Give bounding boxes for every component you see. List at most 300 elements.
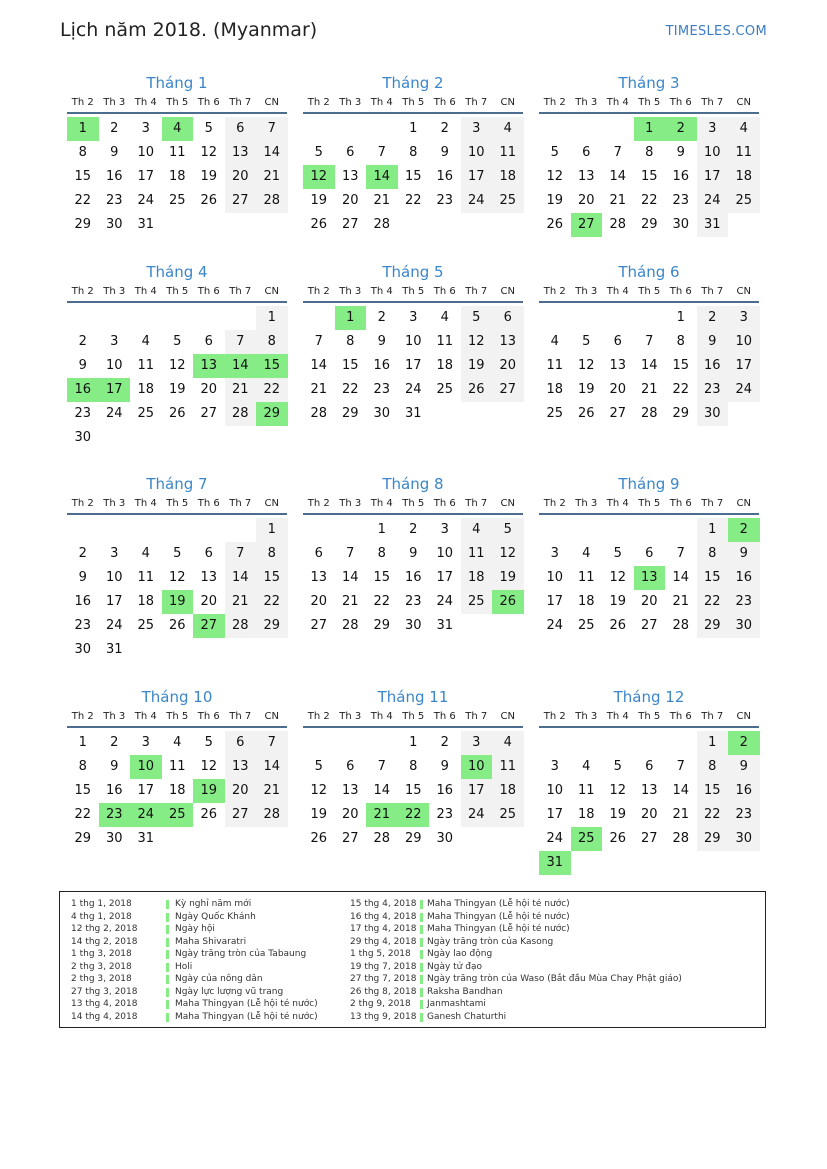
day-cell: 6 (204, 546, 213, 561)
day-cell: 13 (341, 783, 359, 798)
month-block (539, 686, 759, 875)
empty-day-cell (539, 731, 571, 755)
day-cell: 24 (105, 618, 123, 633)
day-cell: 26 (577, 406, 595, 421)
legend-holiday-name: Kỳ nghỉ năm mới (175, 899, 252, 909)
day-cell: 5 (613, 546, 622, 561)
day-cell: 8 (409, 759, 418, 774)
weekday-label: Th 7 (465, 711, 488, 722)
day-cell: 15 (404, 169, 422, 184)
day-cell: 8 (697, 755, 729, 779)
day-cell: 15 (256, 566, 288, 590)
day-cell: 26 (461, 378, 493, 402)
day-cell: 11 (436, 334, 454, 349)
day-cell: 31 (436, 618, 454, 633)
day-cell: 8 (256, 542, 288, 566)
day-grid (303, 306, 523, 426)
day-cell: 3 (728, 306, 760, 330)
weekday-header (539, 708, 759, 728)
weekday-label: Th 3 (575, 286, 598, 297)
day-cell: 22 (74, 807, 92, 822)
weekday-header (303, 94, 523, 114)
weekday-label: Th 6 (669, 286, 692, 297)
day-cell: 11 (577, 570, 595, 585)
day-grid (67, 731, 287, 851)
day-cell: 18 (436, 358, 454, 373)
day-cell: 22 (672, 382, 690, 397)
day-cell: 23 (74, 618, 92, 633)
day-cell: 27 (640, 831, 658, 846)
weekday-label: Th 2 (307, 498, 330, 509)
day-cell: 6 (492, 306, 524, 330)
day-cell: 30 (404, 618, 422, 633)
empty-day-cell (634, 731, 666, 755)
day-cell: 19 (310, 193, 328, 208)
weekday-label: Th 4 (134, 711, 157, 722)
day-cell: 19 (546, 193, 564, 208)
weekday-label: CN (736, 286, 751, 297)
month-title: Tháng 10 (141, 688, 213, 706)
day-cell: 1 (256, 306, 288, 330)
holiday-color-marker (420, 988, 423, 997)
day-cell: 29 (341, 406, 359, 421)
day-cell: 21 (310, 382, 328, 397)
weekday-label: Th 7 (465, 498, 488, 509)
day-cell: 17 (461, 779, 493, 803)
day-cell: 4 (141, 546, 150, 561)
day-cell: 27 (492, 378, 524, 402)
weekday-label: Th 2 (307, 97, 330, 108)
day-cell: 20 (577, 193, 595, 208)
empty-day-cell (67, 518, 99, 542)
day-cell: 29 (373, 618, 391, 633)
day-cell: 1 (409, 121, 418, 136)
empty-day-cell (130, 518, 162, 542)
day-cell: 18 (168, 783, 186, 798)
weekday-label: Th 2 (307, 711, 330, 722)
day-cell: 14 (672, 783, 690, 798)
day-cell: 3 (550, 759, 559, 774)
day-cell: 19 (577, 382, 595, 397)
day-cell: 15 (697, 566, 729, 590)
day-cell: 25 (461, 590, 493, 614)
empty-day-cell (366, 731, 398, 755)
day-cell: 17 (546, 594, 564, 609)
legend-date: 1 thg 1, 2018 (71, 899, 132, 909)
holiday-day-cell: 12 (303, 165, 335, 189)
day-cell: 27 (200, 406, 218, 421)
day-cell: 22 (256, 590, 288, 614)
holiday-day-cell: 17 (99, 378, 131, 402)
day-cell: 18 (461, 566, 493, 590)
day-cell: 18 (137, 594, 155, 609)
day-cell: 12 (168, 570, 186, 585)
day-cell: 22 (373, 594, 391, 609)
holiday-day-cell: 14 (366, 165, 398, 189)
day-cell: 2 (697, 306, 729, 330)
day-cell: 11 (168, 145, 186, 160)
month-title: Tháng 1 (146, 74, 208, 92)
weekday-label: Th 7 (229, 286, 252, 297)
day-cell: 28 (640, 406, 658, 421)
holiday-day-cell: 27 (193, 614, 225, 638)
day-cell: 10 (697, 141, 729, 165)
legend-date: 1 thg 5, 2018 (350, 949, 411, 959)
holiday-color-marker (166, 950, 169, 959)
weekday-label: Th 3 (575, 97, 598, 108)
legend-date: 14 thg 4, 2018 (71, 1011, 138, 1022)
legend-holiday-name: Maha Thingyan (Lễ hội té nước) (427, 899, 570, 909)
day-cell: 9 (676, 145, 685, 160)
day-cell: 13 (225, 141, 257, 165)
day-cell: 15 (373, 570, 391, 585)
day-cell: 9 (377, 334, 386, 349)
day-cell: 5 (173, 334, 182, 349)
day-cell: 16 (436, 783, 454, 798)
weekday-label: Th 4 (134, 498, 157, 509)
holiday-color-marker (420, 900, 423, 909)
day-grid (303, 518, 523, 638)
day-cell: 9 (728, 755, 760, 779)
day-cell: 21 (256, 165, 288, 189)
day-cell: 25 (492, 189, 524, 213)
day-cell: 13 (577, 169, 595, 184)
day-cell: 20 (640, 807, 658, 822)
day-cell: 10 (546, 570, 564, 585)
day-cell: 24 (137, 193, 155, 208)
month-title: Tháng 6 (618, 263, 680, 281)
day-cell: 12 (200, 759, 218, 774)
day-cell: 27 (225, 803, 257, 827)
day-cell: 15 (697, 779, 729, 803)
weekday-label: Th 4 (134, 286, 157, 297)
day-cell: 30 (672, 217, 690, 232)
empty-day-cell (634, 306, 666, 330)
day-grid (67, 117, 287, 237)
day-cell: 11 (168, 759, 186, 774)
holiday-day-cell: 29 (256, 402, 288, 426)
day-cell: 24 (546, 831, 564, 846)
day-cell: 5 (461, 306, 493, 330)
day-cell: 17 (404, 358, 422, 373)
holiday-color-marker (166, 1013, 169, 1022)
holiday-day-cell: 19 (162, 590, 194, 614)
legend-holiday-name: Ngày của nông dân (175, 974, 263, 984)
weekday-label: Th 5 (638, 498, 661, 509)
holiday-color-marker (420, 975, 423, 984)
day-cell: 9 (78, 358, 87, 373)
day-cell: 18 (546, 382, 564, 397)
holiday-day-cell: 27 (571, 213, 603, 237)
weekday-label: Th 3 (575, 711, 598, 722)
day-cell: 26 (200, 807, 218, 822)
brand-logo-text[interactable]: TIMESLES.COM (665, 24, 767, 39)
day-cell: 6 (346, 145, 355, 160)
day-cell: 4 (173, 735, 182, 750)
day-cell: 20 (341, 807, 359, 822)
empty-day-cell (602, 306, 634, 330)
weekday-label: Th 3 (103, 498, 126, 509)
holiday-day-cell: 1 (634, 117, 666, 141)
weekday-label: Th 6 (197, 711, 220, 722)
day-cell: 16 (373, 358, 391, 373)
day-cell: 9 (78, 570, 87, 585)
holiday-day-cell: 4 (162, 117, 194, 141)
month-block (303, 72, 523, 237)
day-cell: 25 (137, 406, 155, 421)
day-cell: 6 (582, 145, 591, 160)
weekday-label: Th 7 (701, 97, 724, 108)
weekday-label: Th 7 (701, 498, 724, 509)
day-cell: 26 (310, 831, 328, 846)
day-cell: 28 (310, 406, 328, 421)
day-cell: 7 (256, 731, 288, 755)
weekday-label: Th 3 (575, 498, 598, 509)
weekday-label: Th 7 (465, 97, 488, 108)
legend-date: 2 thg 3, 2018 (71, 974, 132, 984)
day-cell: 27 (341, 831, 359, 846)
day-cell: 29 (697, 827, 729, 851)
day-cell: 5 (204, 121, 213, 136)
day-cell: 30 (74, 430, 92, 445)
weekday-label: Th 5 (166, 498, 189, 509)
day-cell: 18 (492, 165, 524, 189)
day-cell: 12 (609, 570, 627, 585)
day-cell: 5 (314, 759, 323, 774)
legend-holiday-name: Maha Thingyan (Lễ hội té nước) (175, 999, 318, 1009)
day-cell: 20 (200, 594, 218, 609)
day-cell: 2 (377, 310, 386, 325)
day-cell: 31 (404, 406, 422, 421)
day-cell: 6 (645, 759, 654, 774)
weekday-label: Th 7 (229, 97, 252, 108)
weekday-header (539, 94, 759, 114)
day-cell: 19 (461, 354, 493, 378)
weekday-label: Th 2 (71, 711, 94, 722)
day-cell: 22 (341, 382, 359, 397)
day-cell: 24 (546, 618, 564, 633)
day-cell: 15 (341, 358, 359, 373)
day-cell: 3 (697, 117, 729, 141)
day-cell: 4 (582, 546, 591, 561)
day-cell: 8 (645, 145, 654, 160)
holiday-day-cell: 2 (728, 518, 760, 542)
month-block (539, 473, 759, 638)
day-cell: 23 (728, 590, 760, 614)
legend-date: 14 thg 2, 2018 (71, 936, 138, 947)
weekday-label: Th 5 (638, 286, 661, 297)
holiday-day-cell: 14 (225, 354, 257, 378)
month-block (539, 261, 759, 426)
day-cell: 1 (377, 522, 386, 537)
day-cell: 28 (256, 803, 288, 827)
empty-day-cell (602, 117, 634, 141)
day-cell: 17 (697, 165, 729, 189)
month-title: Tháng 3 (618, 74, 680, 92)
holiday-color-marker (166, 900, 169, 909)
day-cell: 9 (409, 546, 418, 561)
day-cell: 23 (436, 193, 454, 208)
weekday-label: Th 5 (402, 498, 425, 509)
empty-day-cell (539, 518, 571, 542)
day-cell: 13 (200, 570, 218, 585)
day-cell: 14 (672, 570, 690, 585)
day-cell: 24 (461, 189, 493, 213)
weekday-header (539, 283, 759, 303)
empty-day-cell (335, 731, 367, 755)
empty-day-cell (303, 117, 335, 141)
day-cell: 11 (546, 358, 564, 373)
day-cell: 10 (728, 330, 760, 354)
empty-day-cell (665, 518, 697, 542)
holiday-legend (59, 891, 766, 1028)
weekday-label: Th 2 (543, 498, 566, 509)
day-cell: 30 (728, 827, 760, 851)
day-cell: 8 (78, 759, 87, 774)
day-cell: 2 (440, 735, 449, 750)
weekday-label: Th 6 (433, 286, 456, 297)
month-title: Tháng 4 (146, 263, 208, 281)
day-cell: 22 (404, 193, 422, 208)
legend-holiday-name: Ngày tử đạo (427, 961, 482, 972)
day-cell: 12 (461, 330, 493, 354)
day-cell: 5 (173, 546, 182, 561)
day-cell: 11 (137, 358, 155, 373)
legend-date: 1 thg 3, 2018 (71, 949, 132, 959)
day-cell: 30 (373, 406, 391, 421)
day-cell: 29 (640, 217, 658, 232)
legend-holiday-name: Ngày Quốc Khánh (175, 911, 256, 922)
day-cell: 10 (546, 783, 564, 798)
weekday-label: Th 7 (229, 711, 252, 722)
day-cell: 18 (728, 165, 760, 189)
holiday-day-cell: 19 (193, 779, 225, 803)
day-cell: 23 (672, 193, 690, 208)
holiday-color-marker (420, 913, 423, 922)
empty-day-cell (193, 306, 225, 330)
day-cell: 25 (137, 618, 155, 633)
holiday-color-marker (166, 1000, 169, 1009)
day-cell: 21 (640, 382, 658, 397)
weekday-label: Th 3 (339, 97, 362, 108)
day-cell: 8 (697, 542, 729, 566)
legend-holiday-name: Maha Thingyan (Lễ hội té nước) (427, 911, 570, 922)
holiday-day-cell: 1 (335, 306, 367, 330)
page-title: Lịch năm 2018. (Myanmar) (60, 19, 318, 41)
day-grid (303, 731, 523, 851)
day-cell: 27 (609, 406, 627, 421)
day-cell: 23 (74, 406, 92, 421)
empty-day-cell (99, 306, 131, 330)
day-cell: 13 (341, 169, 359, 184)
day-cell: 3 (550, 546, 559, 561)
weekday-label: Th 4 (370, 711, 393, 722)
day-cell: 4 (141, 334, 150, 349)
empty-day-cell (99, 518, 131, 542)
legend-date: 4 thg 1, 2018 (71, 911, 132, 922)
month-block (67, 261, 287, 450)
holiday-day-cell: 24 (130, 803, 162, 827)
day-cell: 1 (697, 518, 729, 542)
weekday-header (303, 495, 523, 515)
day-cell: 7 (225, 330, 257, 354)
day-grid (539, 731, 759, 875)
day-cell: 25 (728, 189, 760, 213)
weekday-label: Th 7 (701, 286, 724, 297)
day-cell: 21 (225, 590, 257, 614)
day-cell: 24 (728, 378, 760, 402)
day-cell: 24 (404, 382, 422, 397)
legend-date: 2 thg 9, 2018 (350, 999, 411, 1009)
empty-day-cell (571, 518, 603, 542)
empty-day-cell (225, 518, 257, 542)
weekday-header (67, 708, 287, 728)
day-cell: 20 (640, 594, 658, 609)
day-cell: 9 (110, 145, 119, 160)
day-cell: 6 (645, 546, 654, 561)
day-cell: 2 (110, 735, 119, 750)
weekday-label: Th 2 (71, 286, 94, 297)
month-block (539, 72, 759, 237)
empty-day-cell (335, 518, 367, 542)
day-cell: 28 (609, 217, 627, 232)
day-cell: 11 (728, 141, 760, 165)
day-cell: 2 (78, 334, 87, 349)
weekday-label: Th 3 (103, 286, 126, 297)
holiday-day-cell: 10 (130, 755, 162, 779)
legend-holiday-name: Ngày lực lượng vũ trang (175, 986, 284, 997)
day-cell: 21 (256, 779, 288, 803)
day-cell: 20 (200, 382, 218, 397)
day-cell: 21 (373, 193, 391, 208)
day-cell: 16 (105, 783, 123, 798)
day-cell: 14 (373, 783, 391, 798)
day-grid (303, 117, 523, 237)
day-cell: 19 (168, 382, 186, 397)
empty-day-cell (571, 306, 603, 330)
day-cell: 25 (492, 803, 524, 827)
day-cell: 8 (346, 334, 355, 349)
day-cell: 29 (74, 831, 92, 846)
legend-date: 29 thg 4, 2018 (350, 936, 417, 947)
day-cell: 17 (461, 165, 493, 189)
day-cell: 8 (377, 546, 386, 561)
day-cell: 20 (225, 779, 257, 803)
legend-holiday-name: Ngày hội (175, 924, 215, 934)
day-cell: 1 (256, 518, 288, 542)
day-cell: 4 (440, 310, 449, 325)
day-cell: 8 (78, 145, 87, 160)
day-grid (539, 518, 759, 638)
day-cell: 25 (577, 618, 595, 633)
day-cell: 16 (404, 570, 422, 585)
day-cell: 7 (613, 145, 622, 160)
day-cell: 23 (373, 382, 391, 397)
day-cell: 22 (640, 193, 658, 208)
holiday-day-cell: 25 (571, 827, 603, 851)
month-title: Tháng 9 (618, 475, 680, 493)
weekday-header (539, 495, 759, 515)
legend-date: 13 thg 4, 2018 (71, 999, 138, 1009)
holiday-color-marker (166, 963, 169, 972)
day-cell: 30 (105, 831, 123, 846)
legend-date: 13 thg 9, 2018 (350, 1011, 417, 1022)
weekday-header (303, 283, 523, 303)
day-cell: 17 (137, 783, 155, 798)
day-cell: 21 (225, 378, 257, 402)
day-cell: 14 (310, 358, 328, 373)
day-cell: 11 (492, 755, 524, 779)
